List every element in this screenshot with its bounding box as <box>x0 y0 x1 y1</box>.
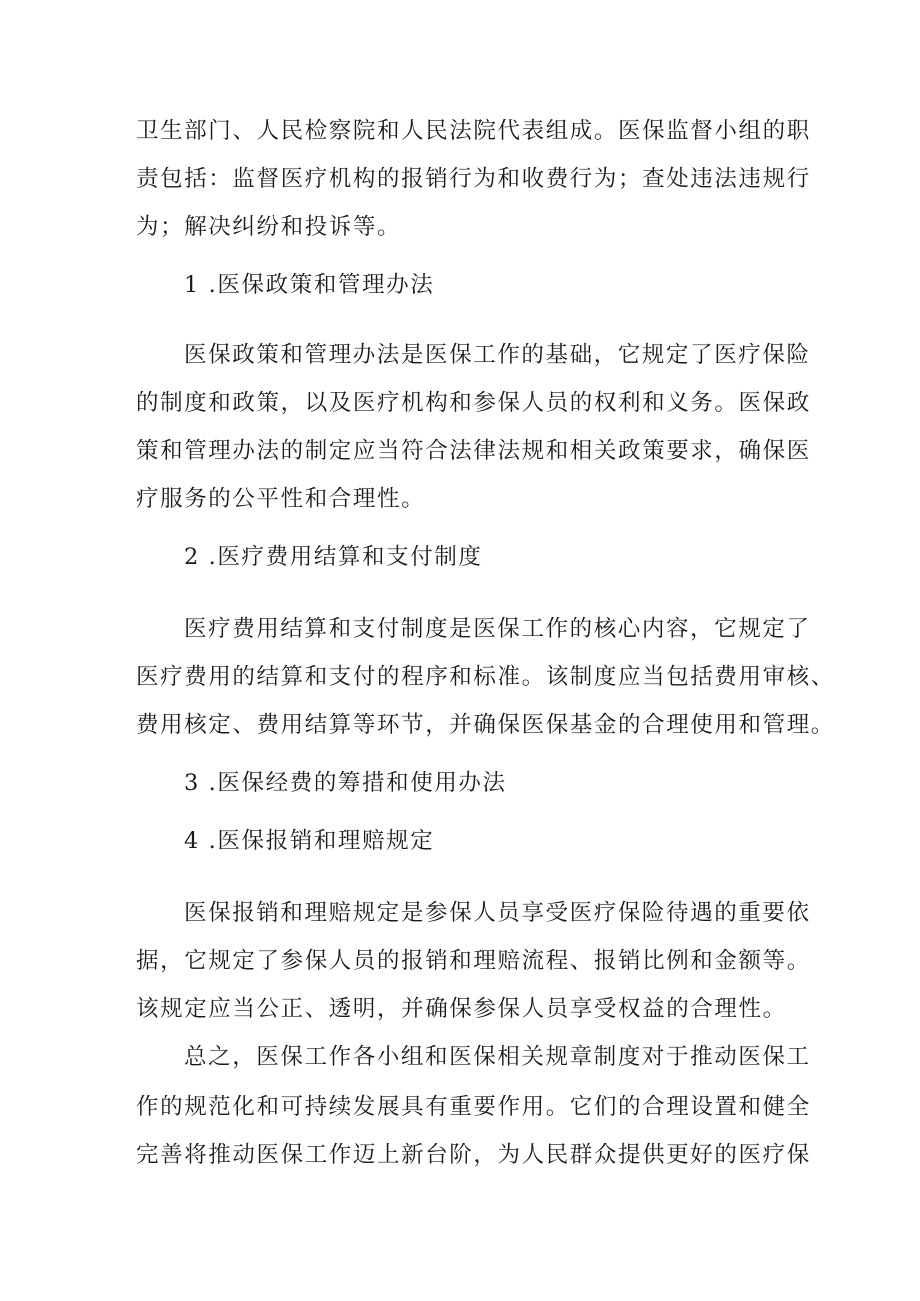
section-heading-4: 4 .医保报销和理赔规定 <box>184 828 435 854</box>
section-heading-1: 1 .医保政策和管理办法 <box>184 272 435 298</box>
paragraph-line: 据，它规定了参保人员的报销和理赔流程、报销比例和金额等。 <box>136 948 811 974</box>
paragraph-line: 医保报销和理赔规定是参保人员享受医疗保险待遇的重要依 <box>184 900 811 926</box>
paragraph-line: 策和管理办法的制定应当符合法律法规和相关政策要求，确保医 <box>136 438 811 464</box>
paragraph-line: 医疗费用的结算和支付的程序和标准。该制度应当包括费用审核、 <box>136 664 835 690</box>
paragraph-line: 医疗费用结算和支付制度是医保工作的核心内容，它规定了 <box>184 616 811 642</box>
paragraph-line: 该规定应当公正、透明，并确保参保人员享受权益的合理性。 <box>136 996 787 1022</box>
section-heading-2: 2 .医疗费用结算和支付制度 <box>184 544 483 570</box>
paragraph-line: 作的规范化和可持续发展具有重要作用。它们的合理设置和健全 <box>136 1094 811 1120</box>
paragraph-line: 为；解决纠纷和投诉等。 <box>136 214 402 240</box>
paragraph-line: 费用核定、费用结算等环节，并确保医保基金的合理使用和管理。 <box>136 712 835 738</box>
paragraph-line: 总之，医保工作各小组和医保相关规章制度对于推动医保工 <box>184 1044 811 1070</box>
section-heading-3: 3 .医保经费的筹措和使用办法 <box>184 770 507 796</box>
paragraph-line: 卫生部门、人民检察院和人民法院代表组成。医保监督小组的职 <box>136 118 811 144</box>
paragraph-line: 医保政策和管理办法是医保工作的基础，它规定了医疗保险 <box>184 342 811 368</box>
paragraph-line: 的制度和政策，以及医疗机构和参保人员的权利和义务。医保政 <box>136 390 811 416</box>
paragraph-line: 责包括：监督医疗机构的报销行为和收费行为；查处违法违规行 <box>136 166 811 192</box>
paragraph-line: 疗服务的公平性和合理性。 <box>136 486 426 512</box>
paragraph-line: 完善将推动医保工作迈上新台阶，为人民群众提供更好的医疗保 <box>136 1142 811 1168</box>
